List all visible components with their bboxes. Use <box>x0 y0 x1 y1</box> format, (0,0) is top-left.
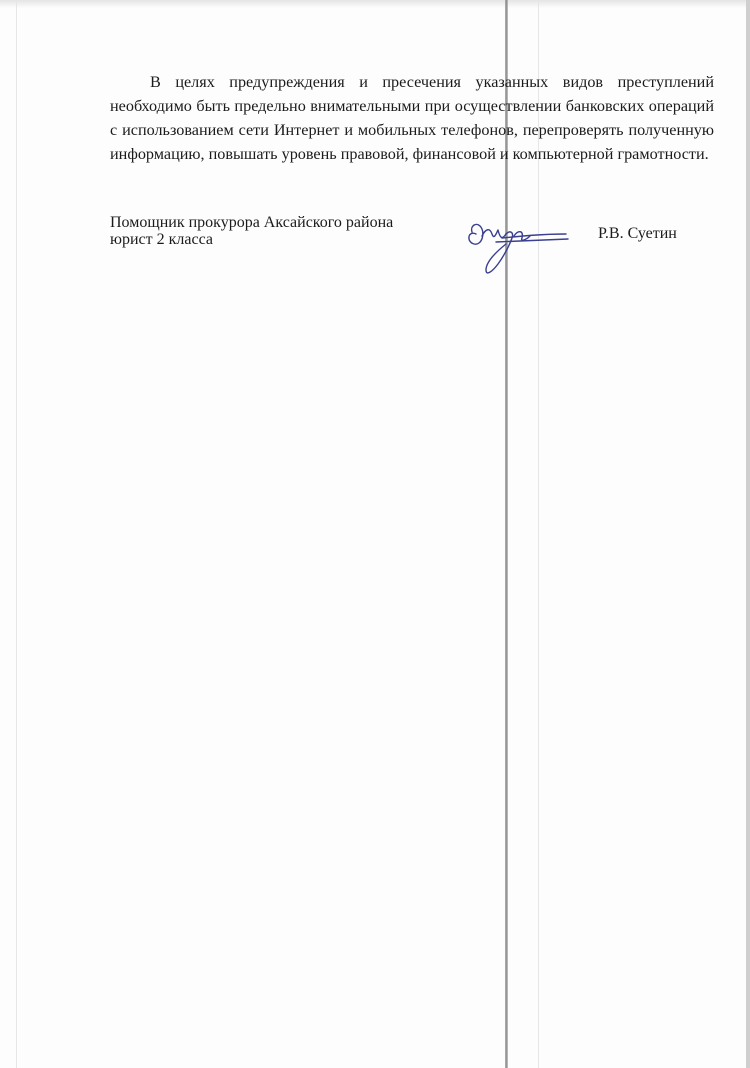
signatory-name: Р.В. Суетин <box>598 225 677 242</box>
signatory-position-line2: юрист 2 класса <box>110 231 213 248</box>
handwritten-signature <box>462 212 574 284</box>
signatory-position-line1: Помощник прокурора Аксайского района <box>110 214 394 231</box>
scan-top-shadow <box>0 0 750 8</box>
body-paragraph: В целях предупреждения и пресечения указанных видов преступлений необходимо быть предельно внимательными при осуществлении банковских операций с использованием сети Интернет и мобильных телефонов, перепроверять полученную информацию, повышать уровень правовой, финансовой и компьютерной грамотности. <box>110 73 714 163</box>
scan-edge-line <box>16 0 17 1068</box>
signatory-position <box>110 214 393 248</box>
scan-right-edge <box>746 0 750 1068</box>
